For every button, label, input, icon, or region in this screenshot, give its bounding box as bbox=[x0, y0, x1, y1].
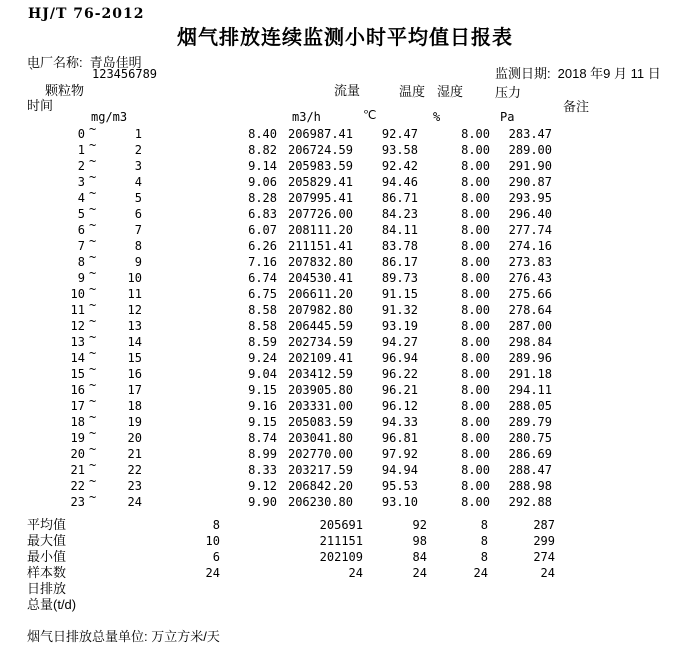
cell-hour-to: 24 bbox=[127, 495, 142, 509]
cell-hour-to: 19 bbox=[127, 415, 142, 429]
date-value: 2018 年9 月 11 日 bbox=[557, 66, 661, 81]
summary-row bbox=[0, 597, 690, 613]
cell-hour-from: 17 bbox=[70, 399, 85, 413]
cell-flow: 207832.80 bbox=[287, 255, 353, 269]
cell-hour-from: 23 bbox=[70, 495, 85, 509]
summary-cell-temperature bbox=[360, 597, 427, 613]
hour-range-tilde: ~ bbox=[89, 442, 97, 456]
cell-hour-from: 14 bbox=[70, 351, 85, 365]
cell-hour-from: 0 bbox=[77, 127, 85, 141]
cell-flow: 205983.59 bbox=[287, 159, 353, 173]
hour-range-tilde: ~ bbox=[89, 378, 97, 392]
table-row bbox=[0, 426, 690, 446]
summary-label: 最小值 bbox=[27, 549, 67, 564]
cell-flow: 205829.41 bbox=[287, 175, 353, 189]
cell-hour-from: 1 bbox=[77, 143, 85, 157]
cell-pm: 8.59 bbox=[248, 335, 277, 349]
cell-temperature: 91.15 bbox=[381, 287, 418, 301]
cell-humidity: 8.00 bbox=[461, 431, 490, 445]
cell-hour-from: 13 bbox=[70, 335, 85, 349]
cell-pressure: 280.75 bbox=[508, 431, 552, 445]
cell-pressure: 286.69 bbox=[508, 447, 552, 461]
cell-pm: 8.74 bbox=[248, 431, 277, 445]
cell-flow: 203905.80 bbox=[287, 383, 353, 397]
summary-cell-pm bbox=[100, 581, 220, 597]
summary-label: 总量(t/d) bbox=[27, 597, 77, 612]
summary-cell-pm bbox=[100, 597, 220, 613]
cell-humidity: 8.00 bbox=[461, 271, 490, 285]
cell-hour-from: 9 bbox=[77, 271, 85, 285]
table-row bbox=[0, 282, 690, 302]
cell-humidity: 8.00 bbox=[461, 127, 490, 141]
cell-temperature: 93.19 bbox=[381, 319, 418, 333]
cell-humidity: 8.00 bbox=[461, 255, 490, 269]
hour-range-tilde: ~ bbox=[89, 314, 97, 328]
cell-pm: 6.26 bbox=[248, 239, 277, 253]
cell-hour-to: 21 bbox=[127, 447, 142, 461]
table-row bbox=[0, 154, 690, 174]
cell-temperature: 83.78 bbox=[381, 239, 418, 253]
cell-temperature: 86.17 bbox=[381, 255, 418, 269]
col-header-humidity: 湿度 bbox=[437, 84, 464, 99]
summary-cell-flow: 24 bbox=[348, 566, 363, 580]
cell-hour-to: 5 bbox=[134, 191, 142, 205]
cell-temperature: 96.94 bbox=[381, 351, 418, 365]
hour-range-tilde: ~ bbox=[89, 138, 97, 152]
cell-pressure: 288.47 bbox=[508, 463, 552, 477]
cell-hour-to: 20 bbox=[127, 431, 142, 445]
summary-cell-pressure: 24 bbox=[540, 566, 555, 580]
cell-hour-to: 10 bbox=[127, 271, 142, 285]
cell-humidity: 8.00 bbox=[461, 159, 490, 173]
cell-hour-to: 22 bbox=[127, 463, 142, 477]
cell-flow: 203217.59 bbox=[287, 463, 353, 477]
cell-pressure: 287.00 bbox=[508, 319, 552, 333]
cell-pressure: 289.79 bbox=[508, 415, 552, 429]
cell-pm: 8.58 bbox=[248, 319, 277, 333]
table-row bbox=[0, 346, 690, 366]
summary-cell-flow bbox=[240, 597, 363, 613]
cell-pm: 9.16 bbox=[248, 399, 277, 413]
summary-cell-pressure: 274 bbox=[533, 550, 555, 564]
summary-cell-humidity: 8 bbox=[480, 550, 488, 564]
cell-pressure: 291.90 bbox=[508, 159, 552, 173]
cell-hour-to: 2 bbox=[134, 143, 142, 157]
cell-pm: 6.75 bbox=[248, 287, 277, 301]
cell-flow: 205083.59 bbox=[287, 415, 353, 429]
table-row bbox=[0, 410, 690, 430]
hour-range-tilde: ~ bbox=[89, 394, 97, 408]
cell-pressure: 289.00 bbox=[508, 143, 552, 157]
cell-temperature: 96.21 bbox=[381, 383, 418, 397]
cell-hour-to: 15 bbox=[127, 351, 142, 365]
table-row bbox=[0, 458, 690, 478]
table-row bbox=[0, 474, 690, 494]
cell-hour-from: 11 bbox=[70, 303, 85, 317]
cell-hour-from: 22 bbox=[70, 479, 85, 493]
cell-temperature: 92.47 bbox=[381, 127, 418, 141]
cell-pm: 8.33 bbox=[248, 463, 277, 477]
plant-name-label: 电厂名称: bbox=[27, 55, 83, 70]
cell-hour-from: 12 bbox=[70, 319, 85, 333]
col-header-temperature: 温度 bbox=[399, 84, 426, 99]
cell-pm: 6.83 bbox=[248, 207, 277, 221]
cell-pressure: 277.74 bbox=[508, 223, 552, 237]
cell-hour-from: 4 bbox=[77, 191, 85, 205]
hourly-rows bbox=[0, 122, 690, 510]
hour-range-tilde: ~ bbox=[89, 218, 97, 232]
hour-range-tilde: ~ bbox=[89, 282, 97, 296]
cell-pressure: 273.83 bbox=[508, 255, 552, 269]
cell-hour-from: 10 bbox=[70, 287, 85, 301]
cell-temperature: 96.22 bbox=[381, 367, 418, 381]
hour-range-tilde: ~ bbox=[89, 410, 97, 424]
hour-range-tilde: ~ bbox=[89, 298, 97, 312]
cell-pm: 8.99 bbox=[248, 447, 277, 461]
cell-humidity: 8.00 bbox=[461, 399, 490, 413]
cell-hour-to: 12 bbox=[127, 303, 142, 317]
cell-flow: 206611.20 bbox=[287, 287, 353, 301]
cell-humidity: 8.00 bbox=[461, 367, 490, 381]
cell-pm: 8.28 bbox=[248, 191, 277, 205]
summary-label: 日排放 bbox=[27, 581, 67, 596]
cell-flow: 207982.80 bbox=[287, 303, 353, 317]
table-row bbox=[0, 250, 690, 270]
summary-cell-pm: 10 bbox=[205, 534, 220, 548]
cell-pressure: 288.05 bbox=[508, 399, 552, 413]
cell-humidity: 8.00 bbox=[461, 319, 490, 333]
hour-range-tilde: ~ bbox=[89, 250, 97, 264]
cell-temperature: 89.73 bbox=[381, 271, 418, 285]
footer-note: 烟气日排放总量单位: 万立方米/天 bbox=[27, 629, 220, 644]
cell-flow: 203331.00 bbox=[287, 399, 353, 413]
hour-range-tilde: ~ bbox=[89, 330, 97, 344]
col-header-remark: 备注 bbox=[563, 99, 590, 114]
cell-pm: 6.74 bbox=[248, 271, 277, 285]
summary-cell-humidity: 8 bbox=[480, 534, 488, 548]
cell-hour-from: 7 bbox=[77, 239, 85, 253]
cell-hour-from: 16 bbox=[70, 383, 85, 397]
col-header-flow: 流量 bbox=[334, 83, 361, 98]
hour-range-tilde: ~ bbox=[89, 202, 97, 216]
cell-pressure: 274.16 bbox=[508, 239, 552, 253]
standard-code: HJ/T 76-2012 bbox=[28, 6, 145, 22]
summary-cell-humidity bbox=[430, 581, 488, 597]
cell-hour-to: 7 bbox=[134, 223, 142, 237]
summary-cell-humidity bbox=[430, 597, 488, 613]
cell-pm: 9.15 bbox=[248, 415, 277, 429]
cell-pm: 9.15 bbox=[248, 383, 277, 397]
cell-pressure: 289.96 bbox=[508, 351, 552, 365]
cell-temperature: 93.58 bbox=[381, 143, 418, 157]
cell-temperature: 96.81 bbox=[381, 431, 418, 445]
hour-range-tilde: ~ bbox=[89, 154, 97, 168]
cell-hour-from: 20 bbox=[70, 447, 85, 461]
report-title: 烟气排放连续监测小时平均值日报表 bbox=[177, 27, 513, 49]
cell-hour-to: 18 bbox=[127, 399, 142, 413]
cell-hour-to: 14 bbox=[127, 335, 142, 349]
summary-row bbox=[0, 565, 690, 581]
cell-temperature: 86.71 bbox=[381, 191, 418, 205]
cell-flow: 204530.41 bbox=[287, 271, 353, 285]
table-row bbox=[0, 330, 690, 350]
cell-humidity: 8.00 bbox=[461, 463, 490, 477]
hour-range-tilde: ~ bbox=[89, 186, 97, 200]
table-row bbox=[0, 362, 690, 382]
cell-flow: 203041.80 bbox=[287, 431, 353, 445]
cell-hour-to: 13 bbox=[127, 319, 142, 333]
hour-range-tilde: ~ bbox=[89, 122, 97, 136]
cell-humidity: 8.00 bbox=[461, 191, 490, 205]
cell-humidity: 8.00 bbox=[461, 303, 490, 317]
table-row bbox=[0, 266, 690, 286]
cell-pressure: 292.88 bbox=[508, 495, 552, 509]
cell-hour-to: 16 bbox=[127, 367, 142, 381]
cell-humidity: 8.00 bbox=[461, 239, 490, 253]
cell-hour-from: 15 bbox=[70, 367, 85, 381]
cell-humidity: 8.00 bbox=[461, 383, 490, 397]
col-header-time: 时间 bbox=[27, 98, 54, 113]
cell-temperature: 92.42 bbox=[381, 159, 418, 173]
cell-hour-from: 5 bbox=[77, 207, 85, 221]
cell-humidity: 8.00 bbox=[461, 479, 490, 493]
cell-hour-to: 1 bbox=[134, 127, 142, 141]
cell-pressure: 298.84 bbox=[508, 335, 552, 349]
summary-cell-pressure: 287 bbox=[533, 518, 555, 532]
cell-humidity: 8.00 bbox=[461, 495, 490, 509]
cell-humidity: 8.00 bbox=[461, 335, 490, 349]
cell-flow: 206230.80 bbox=[287, 495, 353, 509]
summary-cell-pressure bbox=[490, 597, 555, 613]
hour-range-tilde: ~ bbox=[89, 474, 97, 488]
cell-temperature: 93.10 bbox=[381, 495, 418, 509]
summary-rows bbox=[0, 517, 690, 613]
summary-cell-humidity: 24 bbox=[473, 566, 488, 580]
summary-cell-pressure bbox=[490, 581, 555, 597]
cell-pressure: 291.18 bbox=[508, 367, 552, 381]
cell-pm: 8.58 bbox=[248, 303, 277, 317]
cell-hour-to: 9 bbox=[134, 255, 142, 269]
col-header-pressure: 压力 bbox=[495, 85, 522, 100]
cell-pressure: 293.95 bbox=[508, 191, 552, 205]
table-row bbox=[0, 298, 690, 318]
cell-flow: 202770.00 bbox=[287, 447, 353, 461]
cell-pressure: 290.87 bbox=[508, 175, 552, 189]
summary-cell-flow: 202109 bbox=[319, 550, 363, 564]
summary-cell-flow bbox=[240, 581, 363, 597]
summary-cell-flow: 211151 bbox=[319, 534, 363, 548]
hour-range-tilde: ~ bbox=[89, 458, 97, 472]
cell-temperature: 94.46 bbox=[381, 175, 418, 189]
cell-humidity: 8.00 bbox=[461, 143, 490, 157]
summary-cell-temperature: 24 bbox=[412, 566, 427, 580]
table-row bbox=[0, 202, 690, 222]
summary-row bbox=[0, 549, 690, 565]
table-row bbox=[0, 170, 690, 190]
table-row bbox=[0, 122, 690, 142]
hour-range-tilde: ~ bbox=[89, 346, 97, 360]
cell-pm: 9.24 bbox=[248, 351, 277, 365]
summary-row bbox=[0, 517, 690, 533]
summary-row bbox=[0, 533, 690, 549]
table-row bbox=[0, 378, 690, 398]
cell-hour-from: 6 bbox=[77, 223, 85, 237]
cell-flow: 206842.20 bbox=[287, 479, 353, 493]
cell-flow: 207995.41 bbox=[287, 191, 353, 205]
cell-pressure: 275.66 bbox=[508, 287, 552, 301]
summary-label: 最大值 bbox=[27, 533, 67, 548]
cell-hour-from: 19 bbox=[70, 431, 85, 445]
cell-humidity: 8.00 bbox=[461, 207, 490, 221]
unit-temperature: ℃ bbox=[363, 108, 377, 122]
cell-hour-to: 8 bbox=[134, 239, 142, 253]
cell-hour-to: 17 bbox=[127, 383, 142, 397]
cell-flow: 206445.59 bbox=[287, 319, 353, 333]
cell-pressure: 294.11 bbox=[508, 383, 552, 397]
table-row bbox=[0, 442, 690, 462]
cell-pm: 7.16 bbox=[248, 255, 277, 269]
cell-temperature: 91.32 bbox=[381, 303, 418, 317]
table-row bbox=[0, 186, 690, 206]
cell-hour-from: 18 bbox=[70, 415, 85, 429]
cell-flow: 203412.59 bbox=[287, 367, 353, 381]
cell-flow: 211151.41 bbox=[287, 239, 353, 253]
summary-row bbox=[0, 581, 690, 597]
cell-pm: 9.14 bbox=[248, 159, 277, 173]
table-row bbox=[0, 218, 690, 238]
cell-temperature: 94.33 bbox=[381, 415, 418, 429]
cell-humidity: 8.00 bbox=[461, 415, 490, 429]
cell-flow: 202109.41 bbox=[287, 351, 353, 365]
cell-humidity: 8.00 bbox=[461, 223, 490, 237]
cell-hour-to: 3 bbox=[134, 159, 142, 173]
table-row bbox=[0, 138, 690, 158]
cell-hour-to: 4 bbox=[134, 175, 142, 189]
cell-hour-to: 6 bbox=[134, 207, 142, 221]
table-row bbox=[0, 234, 690, 254]
table-row bbox=[0, 490, 690, 510]
cell-humidity: 8.00 bbox=[461, 447, 490, 461]
cell-flow: 206987.41 bbox=[287, 127, 353, 141]
plant-code: 123456789 bbox=[92, 67, 158, 81]
cell-hour-from: 8 bbox=[77, 255, 85, 269]
cell-humidity: 8.00 bbox=[461, 351, 490, 365]
date-label: 监测日期: bbox=[495, 66, 551, 81]
col-header-pm: 颗粒物 bbox=[45, 83, 85, 98]
cell-pm: 9.06 bbox=[248, 175, 277, 189]
summary-cell-pm: 24 bbox=[205, 566, 220, 580]
cell-pressure: 276.43 bbox=[508, 271, 552, 285]
cell-flow: 208111.20 bbox=[287, 223, 353, 237]
hour-range-tilde: ~ bbox=[89, 426, 97, 440]
summary-label: 平均值 bbox=[27, 517, 67, 532]
table-row bbox=[0, 394, 690, 414]
cell-pm: 8.40 bbox=[248, 127, 277, 141]
cell-temperature: 95.53 bbox=[381, 479, 418, 493]
summary-cell-pm: 6 bbox=[212, 550, 220, 564]
cell-temperature: 97.92 bbox=[381, 447, 418, 461]
cell-temperature: 94.27 bbox=[381, 335, 418, 349]
unit-pm: mg/m3 bbox=[91, 110, 128, 124]
cell-pm: 8.82 bbox=[248, 143, 277, 157]
monitor-date-row bbox=[495, 63, 661, 82]
cell-hour-to: 11 bbox=[127, 287, 142, 301]
cell-pm: 9.04 bbox=[248, 367, 277, 381]
cell-temperature: 84.11 bbox=[381, 223, 418, 237]
hour-range-tilde: ~ bbox=[89, 170, 97, 184]
summary-cell-temperature bbox=[360, 581, 427, 597]
cell-flow: 207726.00 bbox=[287, 207, 353, 221]
hour-range-tilde: ~ bbox=[89, 362, 97, 376]
cell-hour-from: 3 bbox=[77, 175, 85, 189]
summary-cell-humidity: 8 bbox=[480, 518, 488, 532]
cell-humidity: 8.00 bbox=[461, 287, 490, 301]
table-row bbox=[0, 314, 690, 334]
hour-range-tilde: ~ bbox=[89, 266, 97, 280]
cell-pressure: 288.98 bbox=[508, 479, 552, 493]
summary-label: 样本数 bbox=[27, 565, 67, 580]
cell-hour-to: 23 bbox=[127, 479, 142, 493]
unit-pressure: Pa bbox=[500, 110, 515, 124]
summary-cell-flow: 205691 bbox=[319, 518, 363, 532]
cell-pressure: 283.47 bbox=[508, 127, 552, 141]
plant-name-value: 青岛佳明 bbox=[89, 55, 142, 70]
cell-pm: 6.07 bbox=[248, 223, 277, 237]
unit-flow: m3/h bbox=[292, 110, 321, 124]
unit-humidity: % bbox=[433, 110, 441, 124]
cell-pm: 9.90 bbox=[248, 495, 277, 509]
cell-flow: 206724.59 bbox=[287, 143, 353, 157]
cell-hour-from: 21 bbox=[70, 463, 85, 477]
summary-cell-temperature: 92 bbox=[412, 518, 427, 532]
cell-temperature: 94.94 bbox=[381, 463, 418, 477]
summary-cell-pm: 8 bbox=[212, 518, 220, 532]
hour-range-tilde: ~ bbox=[89, 234, 97, 248]
cell-pressure: 296.40 bbox=[508, 207, 552, 221]
tick-mark: ` bbox=[28, 66, 36, 80]
cell-humidity: 8.00 bbox=[461, 175, 490, 189]
summary-cell-pressure: 299 bbox=[533, 534, 555, 548]
summary-cell-temperature: 84 bbox=[412, 550, 427, 564]
cell-hour-from: 2 bbox=[77, 159, 85, 173]
cell-temperature: 84.23 bbox=[381, 207, 418, 221]
hour-range-tilde: ~ bbox=[89, 490, 97, 504]
summary-cell-temperature: 98 bbox=[412, 534, 427, 548]
cell-pressure: 278.64 bbox=[508, 303, 552, 317]
cell-flow: 202734.59 bbox=[287, 335, 353, 349]
cell-pm: 9.12 bbox=[248, 479, 277, 493]
cell-temperature: 96.12 bbox=[381, 399, 418, 413]
